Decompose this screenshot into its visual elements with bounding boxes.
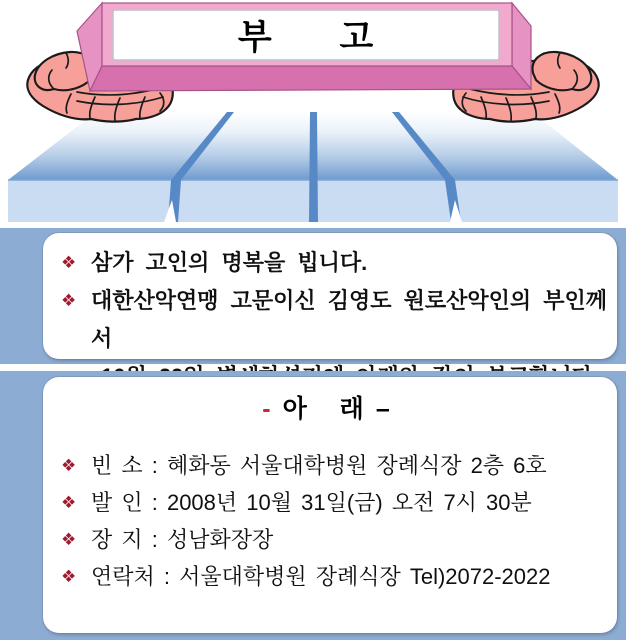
detail-item [61, 558, 609, 595]
diamond-bullet-icon: ❖ [61, 530, 77, 549]
details-list [43, 447, 609, 595]
platform-illustration [8, 112, 618, 222]
detail-item [61, 447, 609, 484]
details-card [43, 377, 617, 633]
details-heading [43, 394, 609, 424]
detail-item-text: 연락처 : 서울대학병원 장례식장 Tel)2072-2022 [91, 564, 551, 589]
detail-item [61, 484, 609, 521]
heading-title: 아 래 [282, 395, 364, 423]
detail-item-text: 장 지 : 성남화장장 [91, 527, 274, 552]
banner-title: 부 고 [237, 18, 375, 57]
detail-item-text: 빈 소 : 혜화동 서울대학병원 장례식장 2층 6호 [91, 453, 547, 478]
heading-dash-left: - [262, 395, 271, 423]
condolence-row [61, 244, 609, 282]
condolence-line-2: 대한산악연맹 고문이신 김영도 원로산악인의 부인께서 [91, 288, 607, 351]
diamond-bullet-icon: ❖ [61, 456, 77, 475]
diamond-bullet-icon: ❖ [61, 493, 77, 512]
condolence-section [0, 228, 626, 364]
diamond-bullet-icon: ❖ [61, 253, 77, 272]
condolence-card [43, 233, 617, 359]
banner-bottom-face [90, 66, 531, 91]
detail-item [61, 521, 609, 558]
diamond-bullet-icon: ❖ [61, 291, 77, 310]
detail-item-text: 발 인 : 2008년 10월 31일(금) 오전 7시 30분 [91, 490, 532, 515]
condolence-line-1: 삼가 고인의 명복을 빕니다. [91, 250, 368, 275]
heading-dash-right: – [375, 395, 390, 423]
details-section [0, 371, 626, 640]
diamond-bullet-icon: ❖ [61, 567, 77, 586]
